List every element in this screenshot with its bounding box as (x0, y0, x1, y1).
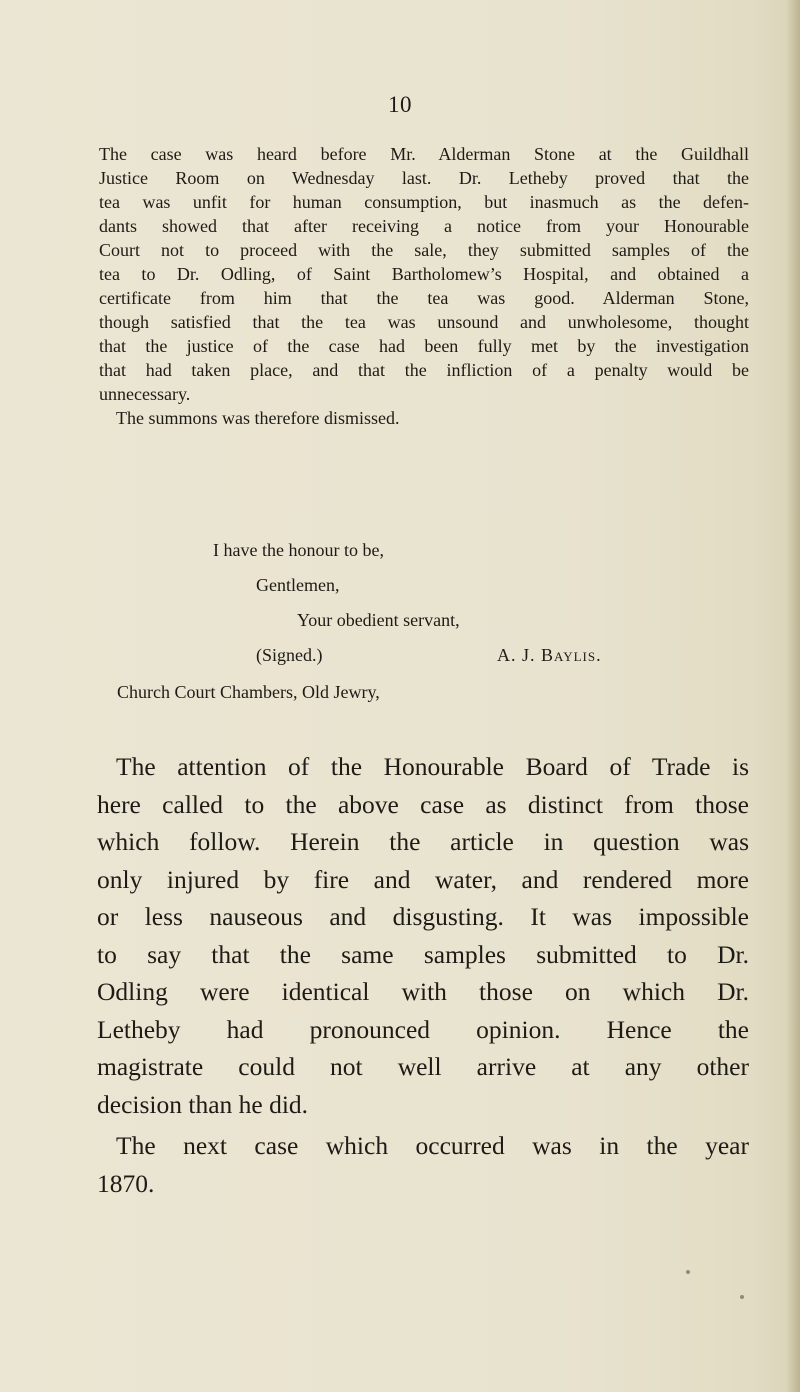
commentary-line: here called to the above case as distinct from those (97, 789, 749, 819)
commentary-line: or less nauseous and disgusting. It was impossible (97, 902, 749, 931)
page-number: 10 (388, 92, 412, 117)
letter-line: Court not to proceed with the sale, they submitted samples of the (99, 240, 749, 260)
closing-honour: I have the honour to be, (213, 540, 384, 560)
closing-salutation: Gentlemen, (256, 575, 340, 595)
commentary-line: magistrate could not well arrive at any other (97, 1052, 749, 1081)
letter-line: tea to Dr. Odling, of Saint Bartholomew’s Hospital, and obtained a (99, 264, 749, 284)
commentary-line: Letheby had pronounced opinion. Hence the (97, 1014, 749, 1044)
print-speck (686, 1270, 690, 1274)
commentary-line: The next case which occurred was in the year (116, 1131, 749, 1160)
letter-line: unnecessary. (99, 384, 191, 404)
letter-line: that the justice of the case had been fully met by the investigation (99, 336, 749, 356)
closing-signed: (Signed.) (256, 645, 323, 665)
closing-servant: Your obedient servant, (297, 610, 460, 630)
print-speck (740, 1295, 744, 1299)
letter-line: tea was unfit for human consumption, but inasmuch as the defen- (99, 192, 749, 212)
commentary-line: to say that the same samples submitted to Dr. (97, 939, 749, 969)
letter-line: though satisfied that the tea was unsound and unwholesome, thought (99, 312, 749, 332)
commentary-line: The attention of the Honourable Board of Trade is (116, 752, 749, 781)
letter-line: certificate from him that the tea was good. Alderman Stone, (99, 288, 749, 308)
commentary-line: Odling were identical with those on which Dr. (97, 977, 749, 1006)
page-edge-shadow (786, 0, 800, 1392)
commentary-paragraph-1 (97, 748, 749, 1123)
letter-body (99, 142, 749, 430)
letter-line: that had taken place, and that the infliction of a penalty would be (99, 360, 749, 380)
signatory-name: A. J. Baylis. (497, 645, 602, 665)
letter-line: Justice Room on Wednesday last. Dr. Letheby proved that the (99, 168, 749, 188)
letter-address: Church Court Chambers, Old Jewry, (117, 682, 380, 702)
commentary-line: only injured by fire and water, and rendered more (97, 864, 749, 894)
commentary (97, 748, 749, 1202)
commentary-paragraph-2 (97, 1127, 749, 1202)
commentary-line: decision than he did. (97, 1089, 309, 1119)
letter-line: dants showed that after receiving a notice from your Honourable (99, 216, 749, 236)
dismissal-line: The summons was therefore dismissed. (116, 408, 400, 428)
letter-line: The case was heard before Mr. Alderman Stone at the Guildhall (99, 144, 749, 164)
commentary-line: 1870. (97, 1168, 155, 1198)
commentary-line: which follow. Herein the article in question was (97, 827, 749, 856)
